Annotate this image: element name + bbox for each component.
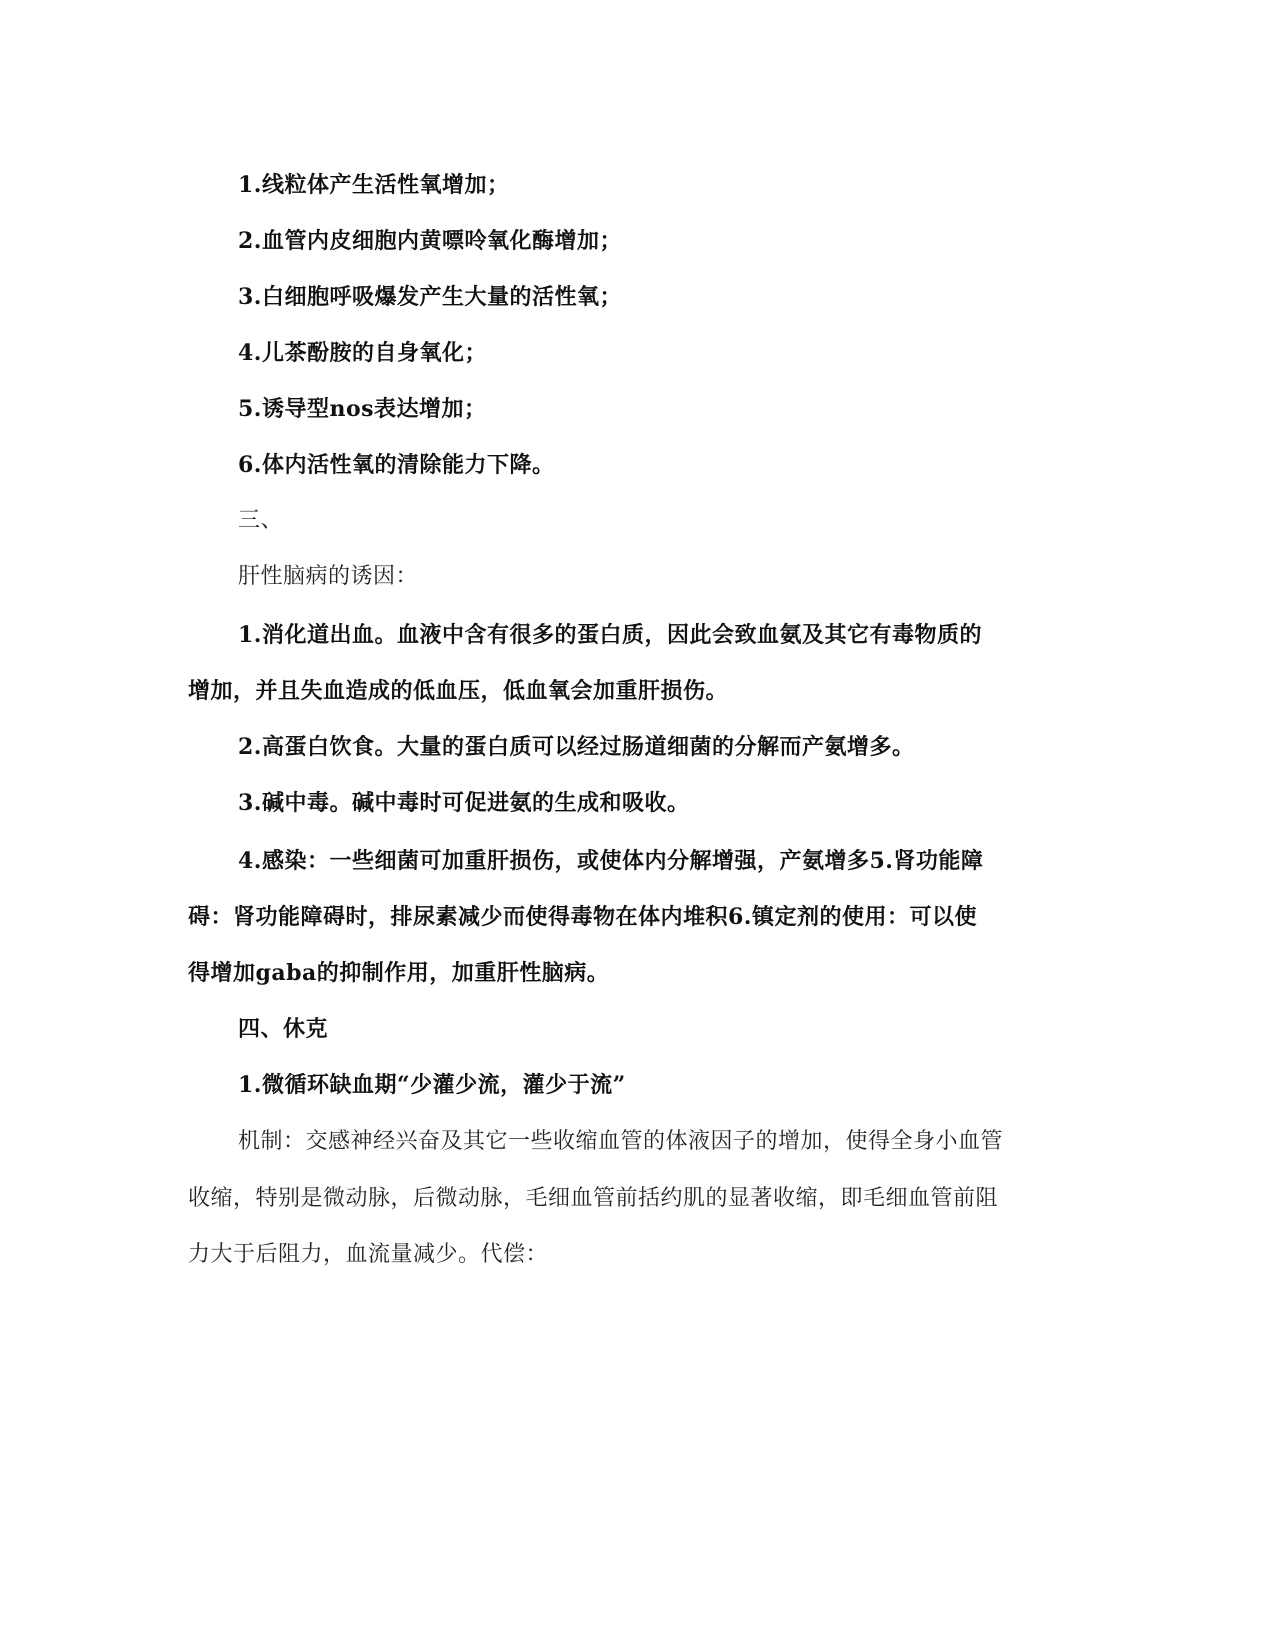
paragraph-line: 增加，并且失血造成的低血压，低血氧会加重肝损伤。 xyxy=(188,678,729,704)
list-item: 2.血管内皮细胞内黄嘌呤氧化酶增加； xyxy=(238,228,622,254)
paragraph-line: 得增加gaba的抑制作用，加重肝性脑病。 xyxy=(188,960,610,986)
paragraph-line: 3.碱中毒。碱中毒时可促进氨的生成和吸收。 xyxy=(238,790,690,816)
section-subheading: 肝性脑病的诱因： xyxy=(238,564,419,589)
list-item: 5.诱导型nos表达增加； xyxy=(238,396,487,422)
paragraph-line: 机制：交感神经兴奋及其它一些收缩血管的体液因子的增加，使得全身小血管 xyxy=(238,1129,1004,1154)
paragraph-line: 碍：肾功能障碍时，排尿素减少而使得毒物在体内堆积6.镇定剂的使用：可以使 xyxy=(188,904,977,930)
paragraph-line: 1.消化道出血。血液中含有很多的蛋白质，因此会致血氨及其它有毒物质的 xyxy=(238,622,982,648)
paragraph-line: 收缩，特别是微动脉，后微动脉，毛细血管前括约肌的显著收缩，即毛细血管前阻 xyxy=(188,1186,999,1211)
list-item: 3.白细胞呼吸爆发产生大量的活性氧； xyxy=(238,284,622,310)
paragraph-line: 2.高蛋白饮食。大量的蛋白质可以经过肠道细菌的分解而产氨增多。 xyxy=(238,734,915,760)
paragraph-line: 力大于后阻力，血流量减少。代偿： xyxy=(188,1242,549,1267)
section-heading: 四、休克 xyxy=(238,1016,329,1042)
list-item: 1.线粒体产生活性氧增加； xyxy=(238,172,510,198)
section-subheading: 1.微循环缺血期“少灌少流，灌少于流” xyxy=(238,1072,626,1098)
list-item: 6.体内活性氧的清除能力下降。 xyxy=(238,452,555,478)
paragraph-line: 4.感染：一些细菌可加重肝损伤，或使体内分解增强，产氨增多5.肾功能障 xyxy=(238,848,984,874)
list-item: 4.儿茶酚胺的自身氧化； xyxy=(238,340,487,366)
section-heading: 三、 xyxy=(238,508,284,533)
